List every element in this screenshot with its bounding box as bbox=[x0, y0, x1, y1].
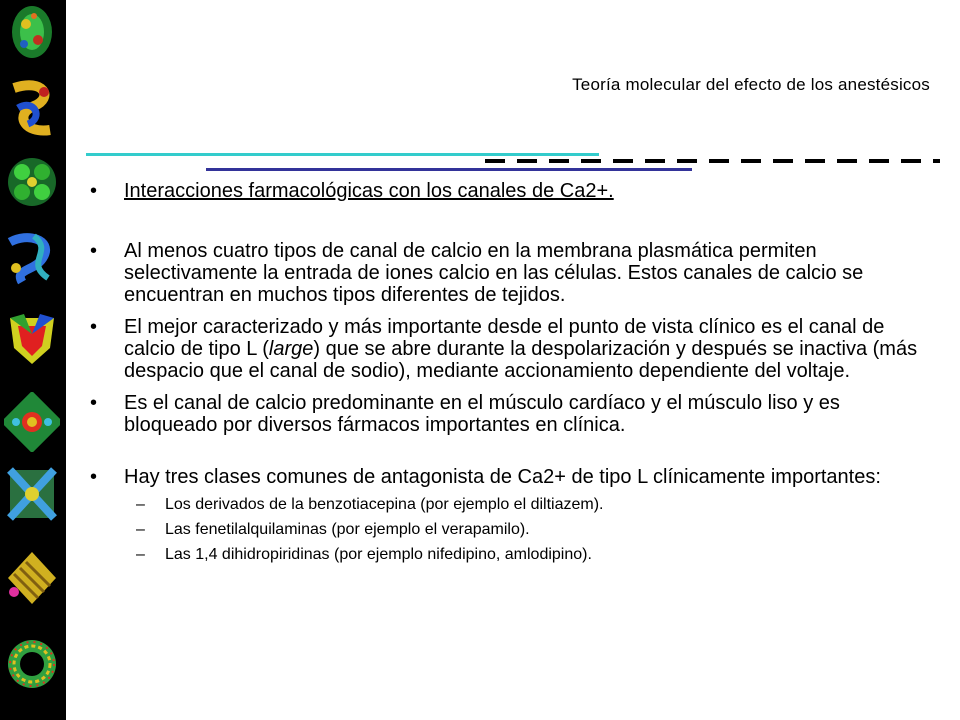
protein-structure-icon-3 bbox=[4, 152, 60, 212]
bullet-text: Al menos cuatro tipos de canal de calcio en la membrana plasmática permiten selectivamente la entrada de iones calcio en las células. Estos canales de calcio se encuentran en muchos tipos diferentes de tejidos. bbox=[124, 240, 864, 306]
bullet-text-italic: large bbox=[268, 338, 314, 360]
bullet-item bbox=[90, 316, 930, 382]
sub-bullet-item bbox=[90, 545, 930, 565]
bullet-text: Es el canal de calcio predominante en el músculo cardíaco y el músculo liso y es bloqueado por diversos fármacos importantes en clínica. bbox=[124, 392, 840, 436]
protein-structure-icon-7 bbox=[4, 464, 60, 524]
bullet-item bbox=[90, 240, 930, 306]
bullet-item bbox=[90, 466, 930, 488]
sub-bullet-item bbox=[90, 495, 930, 515]
slide-title: Teoría molecular del efecto de los anestésicos bbox=[572, 75, 930, 94]
sub-bullet-text: Las fenetilalquilaminas (por ejemplo el verapamilo). bbox=[165, 521, 530, 538]
protein-structure-icon-1 bbox=[4, 2, 60, 62]
protein-structure-icon-8 bbox=[4, 548, 60, 608]
decorative-cyan-line bbox=[86, 153, 599, 156]
sub-bullet-dash: – bbox=[136, 496, 145, 513]
bullet-dot: • bbox=[90, 466, 98, 488]
bullet-text bbox=[124, 316, 917, 382]
sub-bullet-dash: – bbox=[136, 521, 145, 538]
bullet-text-part: El mejor caracterizado y más importante desde el punto de vista clínico es el canal de calcio de tipo L ( bbox=[124, 316, 885, 360]
sub-bullet-dash: – bbox=[136, 546, 145, 563]
slide-body bbox=[90, 180, 930, 565]
protein-structure-icon-6 bbox=[4, 392, 60, 452]
protein-image-sidebar bbox=[0, 0, 66, 720]
bullet-text: Hay tres clases comunes de antagonista de Ca2+ de tipo L clínicamente importantes: bbox=[124, 466, 881, 488]
protein-structure-icon-5 bbox=[4, 308, 60, 368]
sub-bullet-text: Los derivados de la benzotiacepina (por ejemplo el diltiazem). bbox=[165, 496, 604, 513]
bullet-item bbox=[90, 180, 930, 202]
bullet-text-heading: Interacciones farmacológicas con los canales de Ca2+. bbox=[124, 180, 614, 202]
protein-structure-icon-4 bbox=[4, 228, 60, 288]
bullet-text-part: ) que se abre durante la despolarización y después se inactiva (más despacio que el canal de sodio), mediante accionamiento dependiente del voltaje. bbox=[124, 338, 918, 382]
sub-bullet-item bbox=[90, 520, 930, 540]
bullet-item bbox=[90, 392, 930, 436]
bullet-dot: • bbox=[90, 316, 98, 338]
sub-bullet-text: Las 1,4 dihidropiridinas (por ejemplo nifedipino, amlodipino). bbox=[165, 546, 592, 563]
decorative-dashed-line bbox=[485, 159, 940, 163]
bullet-dot: • bbox=[90, 392, 98, 414]
decorative-navy-line bbox=[206, 168, 692, 171]
bullet-dot: • bbox=[90, 240, 98, 262]
protein-structure-icon-9 bbox=[4, 632, 60, 692]
bullet-dot: • bbox=[90, 180, 98, 202]
protein-structure-icon-2 bbox=[4, 78, 60, 138]
